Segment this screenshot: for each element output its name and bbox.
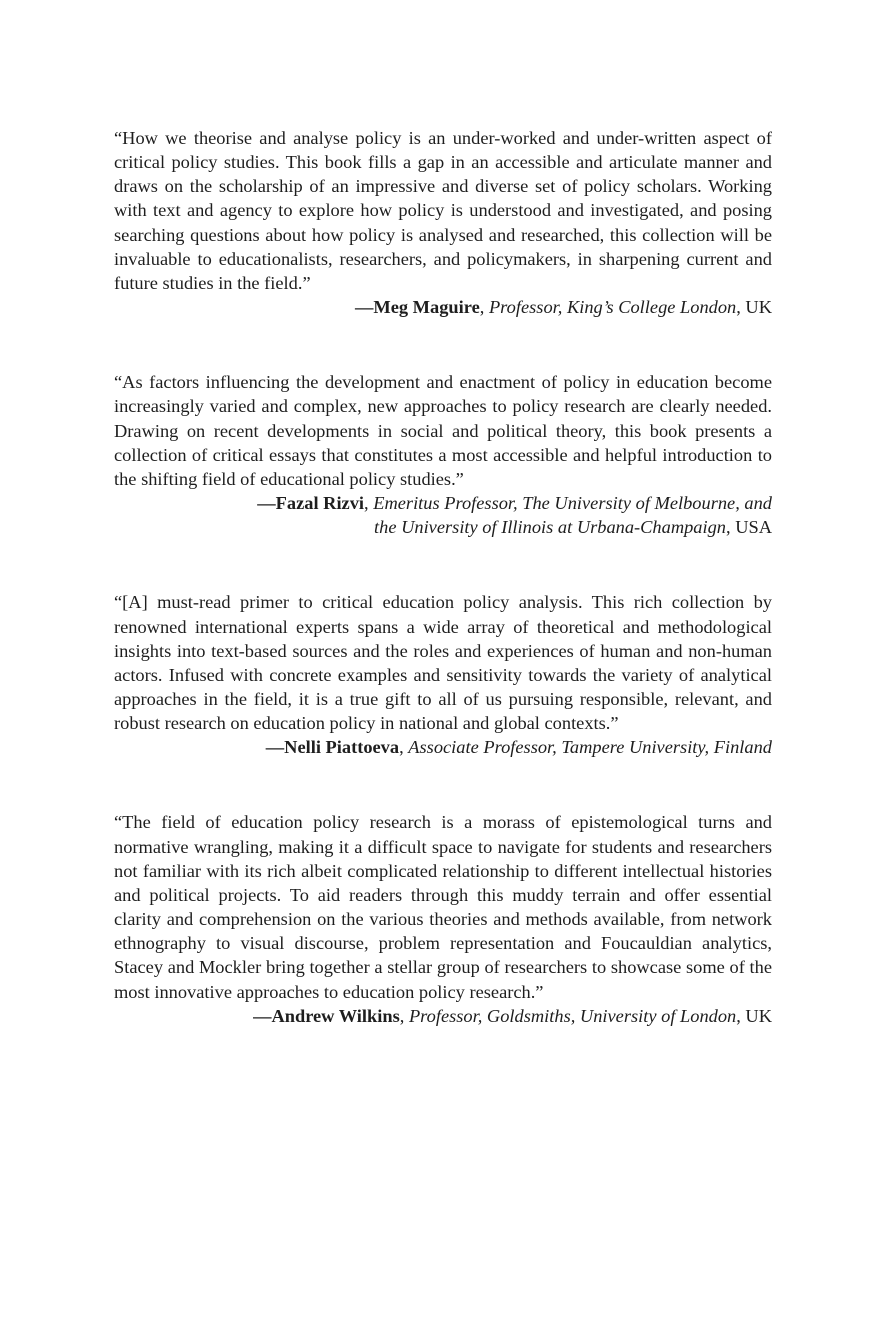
endorsement-attribution [114,735,772,759]
endorser-country: , UK [736,297,772,318]
endorsement-rizvi [114,370,772,539]
attribution-separator: , [399,737,409,758]
endorsement-piattoeva [114,590,772,759]
endorser-country: , UK [736,1005,772,1026]
endorser-role: Professor, Goldsmiths, University of London [408,1005,737,1026]
attribution-separator: , [399,1005,409,1026]
endorsement-wilkins [114,810,772,1027]
attribution-separator: , [479,297,489,318]
endorsements-page [114,126,772,1028]
endorser-role: Associate Professor, Tampere University, Finland [408,737,772,758]
endorsement-attribution [114,295,772,319]
endorsement-quote: “The field of education policy research is a morass of epistemological turns and normative wrangling, making it a difficult space to navigate for students and researchers not familiar with its rich albeit complicated relationship to different intellectual histories and political projects. To aid readers through this muddy terrain and offer essential clarity and comprehension on the various theories and methods available, from network ethnography to visual discourse, problem representation and Foucauldian analytics, Stacey and Mockler bring together a stellar group of researchers to showcase some of the most innovative approaches to education policy research.” [114,812,772,1002]
attribution-separator: , [364,493,374,514]
endorser-name: —Meg Maguire [354,297,480,318]
endorsement-maguire [114,126,772,319]
endorser-role-line-1: Emeritus Professor, The University of Melbourne, and [373,493,772,514]
endorser-name: —Andrew Wilkins [253,1005,400,1026]
endorsement-quote: “[A] must-read primer to critical education policy analysis. This rich collection by renowned international experts spans a wide array of theoretical and methodological insights into text-based sources and the roles and experiences of human and non-human actors. Infused with concrete examples and sensitivity towards the variety of analytical approaches in the field, it is a true gift to all of us pursuing responsible, relevant, and robust research on education policy in national and global contexts.” [114,592,772,734]
endorser-name: —Nelli Piattoeva [265,737,400,758]
endorser-role: Professor, King’s College London [488,297,737,318]
endorsement-attribution [114,491,772,539]
endorsement-quote: “As factors influencing the development and enactment of policy in education become increasingly varied and complex, new approaches to policy research are clearly needed. Drawing on recent developments in social and political theory, this book presents a collection of critical essays that constitutes a most accessible and helpful introduction to the shifting field of educational policy studies.” [114,372,772,489]
endorser-role-line-2: the University of Illinois at Urbana-Champaign [374,517,726,538]
endorser-country: , USA [726,517,772,538]
endorsement-attribution [114,1004,772,1028]
endorsement-quote: “How we theorise and analyse policy is an under-worked and under-written aspect of critical policy studies. This book fills a gap in an accessible and articulate manner and draws on the scholarship of an impressive and diverse set of policy scholars. Working with text and agency to explore how policy is understood and investigated, and posing searching questions about how policy is analysed and researched, this collection will be invaluable to educationalists, researchers, and policymakers, in sharpening current and future studies in the field.” [114,128,772,293]
endorser-name: —Fazal Rizvi [257,493,365,514]
